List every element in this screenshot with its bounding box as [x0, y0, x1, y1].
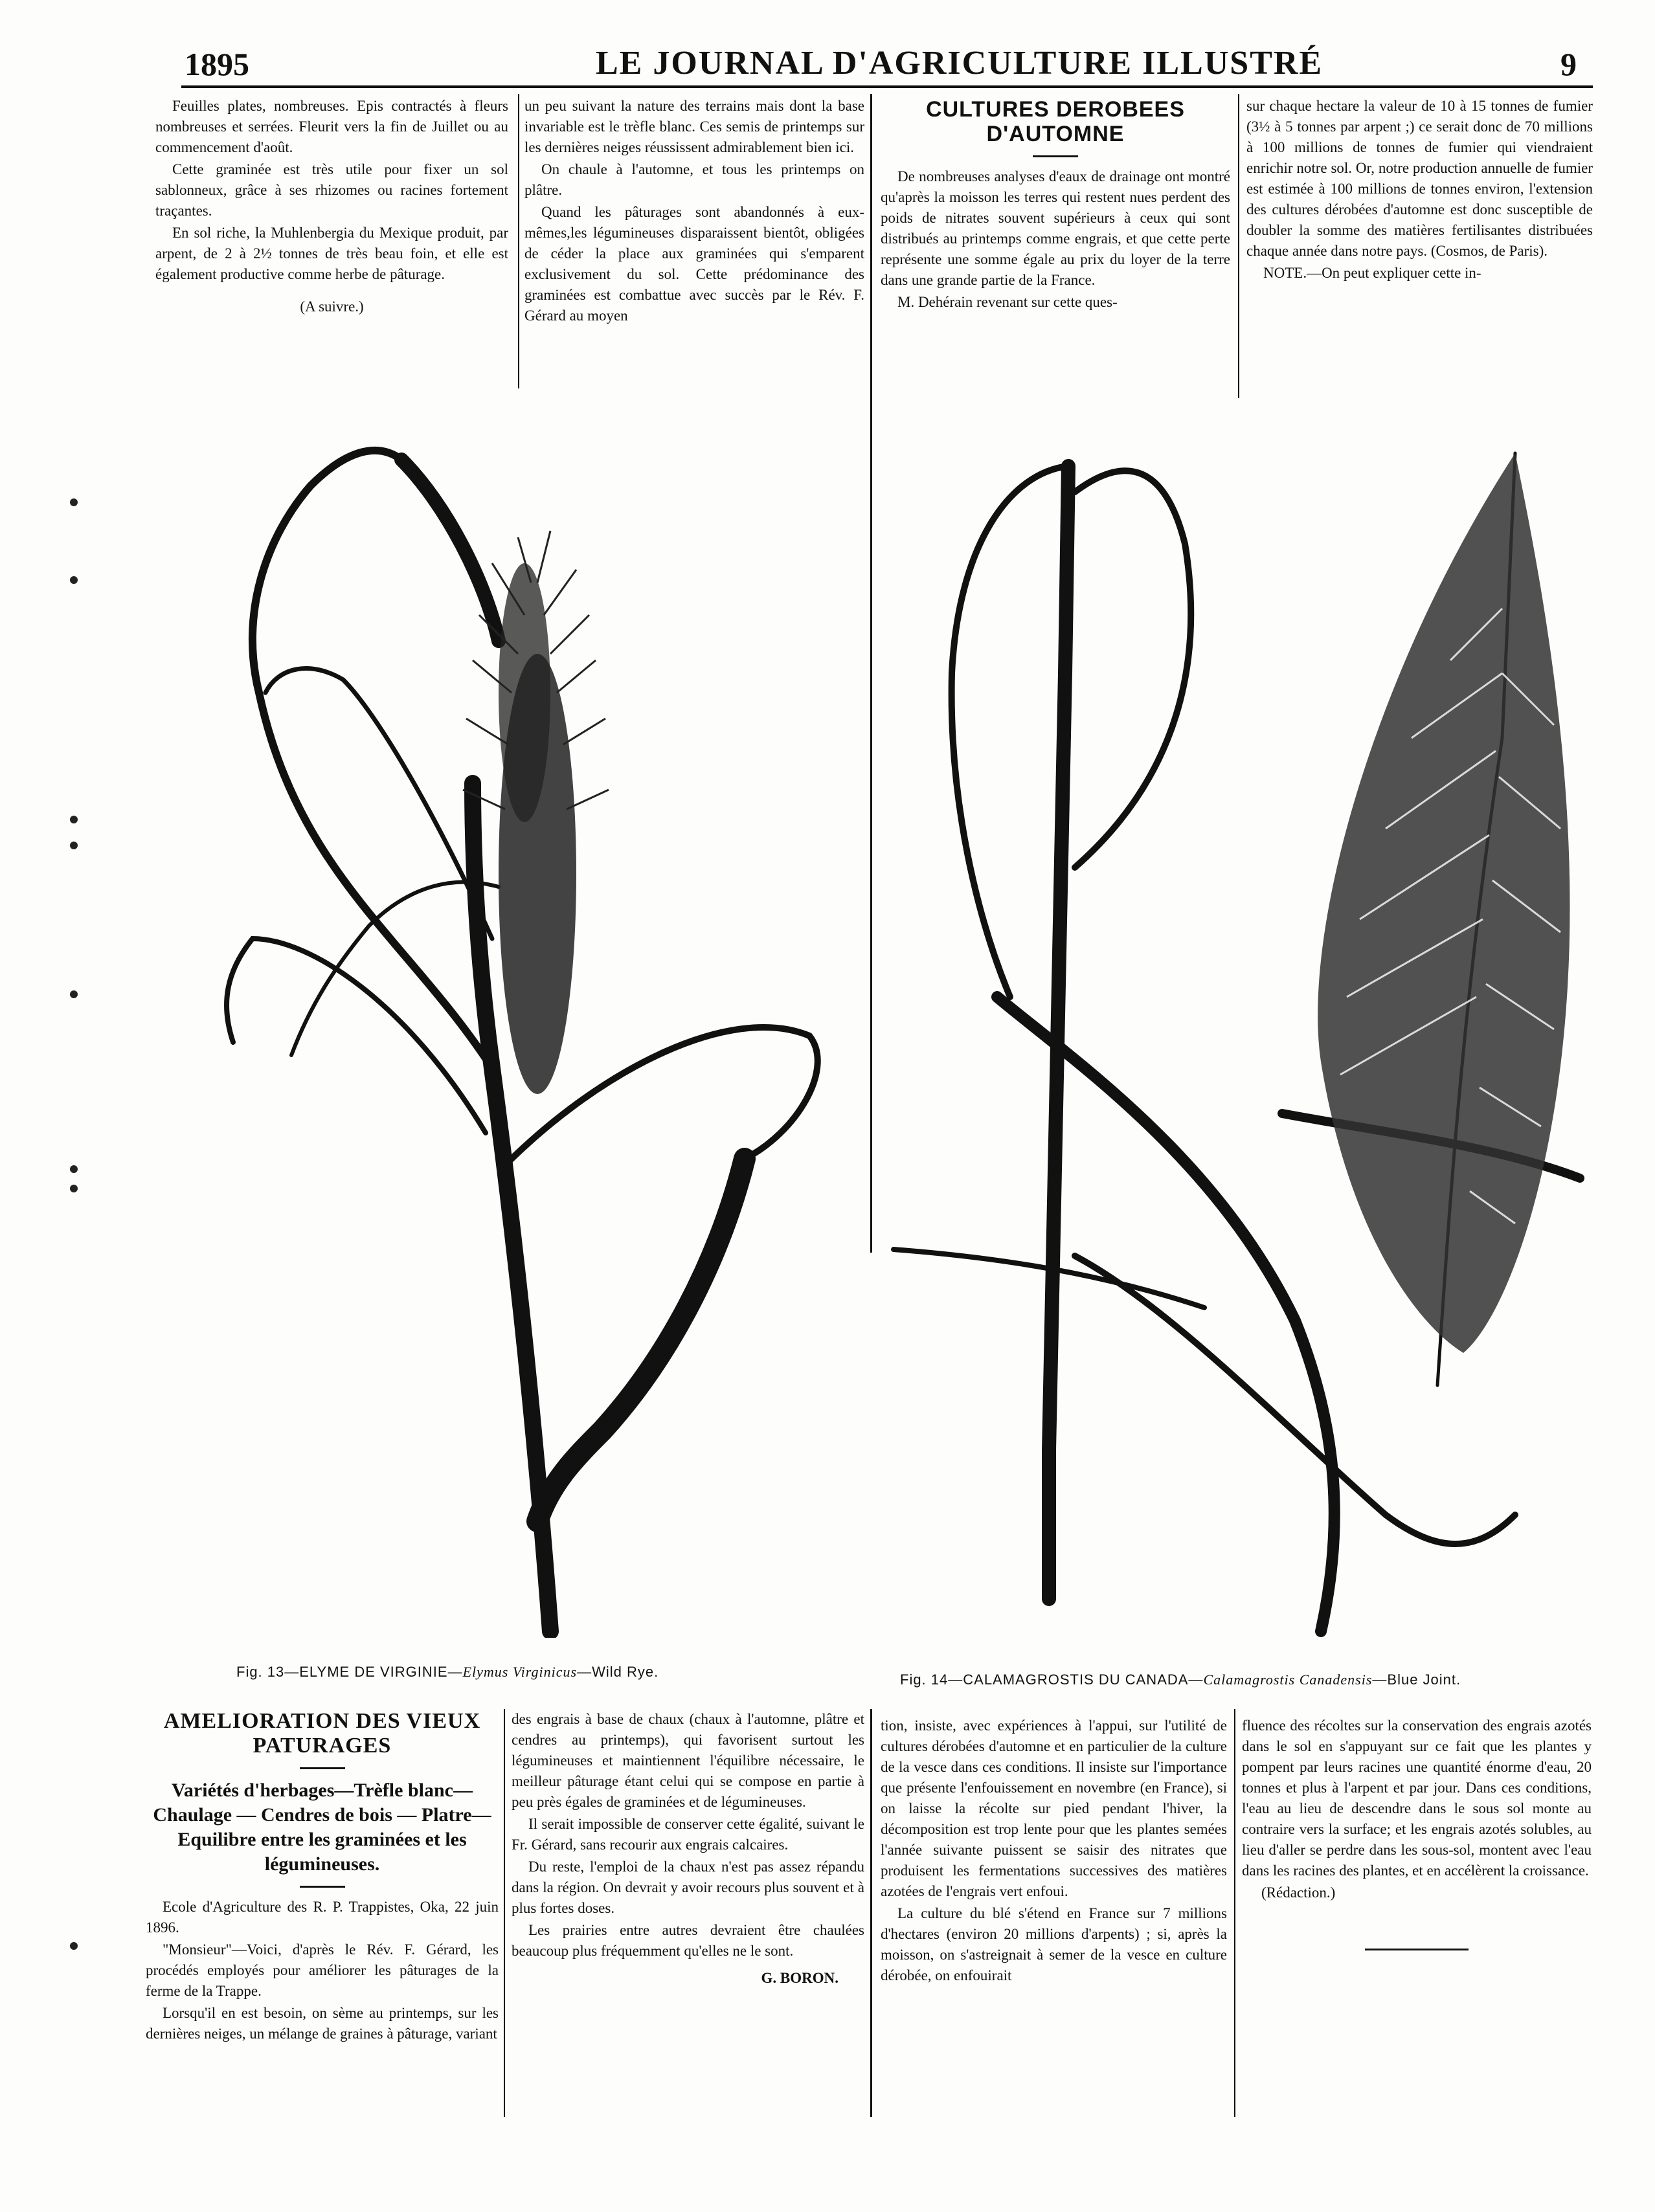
paragraph: Les prairies entre autres devraient être chaulées beaucoup plus fréquemment qu'elles ne le sont. [512, 1922, 864, 1959]
paragraph: Il serait impossible de conserver cette égalité, suivant le Fr. Gérard, sans recourir aux engrais calcaires. [512, 1816, 864, 1853]
bottom-col-divider-2 [870, 1709, 872, 2117]
caption-suffix: —Wild Rye. [577, 1664, 659, 1680]
top-column-2 [524, 96, 864, 328]
article-heading: AMELIORATION DES VIEUX PATURAGES [163, 1709, 481, 1758]
top-column-3 [881, 97, 1230, 314]
paragraph: tion, insiste, avec expériences à l'appui, sur l'utilité de cultures dérobées d'automne et en particulier de la culture de la vesce dans ces conditions. Il insiste sur l'importance que présente l'enfouissement en novembre (en France), si on laisse la récolte sur pied pendant l'hiver, la décomposition est trop lente pour que les plantes semées l'année suivante puissent se saisir des nitrates que produisent les fermentations successives des matières azotées de l'engrais vert enfoui. [881, 1717, 1227, 1899]
caption-latin-name: Elymus Virginicus [462, 1664, 578, 1680]
bottom-col-divider-3 [1234, 1709, 1235, 2117]
header-rule [181, 85, 1593, 88]
article-heading: CULTURES DEROBEES D'AUTOMNE [926, 97, 1185, 146]
margin-dot [70, 1165, 78, 1173]
caption-suffix: —Blue Joint. [1372, 1671, 1461, 1688]
top-column-4 [1246, 96, 1593, 285]
grass-leaf [952, 466, 1068, 997]
figure-13-illustration [214, 421, 861, 1638]
grass-leaf [1075, 471, 1191, 867]
paragraph: fluence des récoltes sur la conservation des engrais azotés dans le sol en s'appuyant sur ce fait que les plantes y pompent par leurs racines une quantité énorme d'eau, 20 tonnes et plus à l'arpent et par jour. Dans ces conditions, l'eau au lieu de descendre dans le sous sol monte au contraire vers la surface; et les engrais azotés solubles, au lieu d'aller se perdre dans les sous-sol, montent avec l'eau dans les racines des plantes, et en accélèrent la croissance. [1242, 1717, 1592, 1879]
paragraph: des engrais à base de chaux (chaux à l'automne, plâtre et cendres au printemps), qui favorisent surtout les légumineuses et maintiennent l'équilibre nécessaire, le meilleur pâturage étant celui qui se compose en partie à peu près égales de graminées et de légumineuses. [512, 1711, 864, 1810]
paragraph: Quand les pâturages sont abandonnés à eux-mêmes,les légumineuses disparaissent bientôt, obligées de céder la place aux graminées qui s'emparent exclusivement du sol. Cette prédominance des graminées est combattue avec succès par le Rév. F. Gérard au moyen [524, 204, 864, 324]
author-signature: G. BORON. [761, 1970, 839, 1986]
margin-dot [70, 816, 78, 823]
paragraph: sur chaque hectare la valeur de 10 à 15 tonnes de fumier (3½ à 5 tonnes par arpent ;) ce serait donc de 70 millions à 100 millions de tonnes de fumier qui viendraient enrichir notre sol. Or, notre production annuelle de fumier est estimée à 100 millions de tonnes environ, l'extension des cultures dérobées d'automne est donc susceptible de doubler la somme des matières fertilisantes distribuées chaque année dans notre pays. (Cosmos, de Paris). [1246, 98, 1593, 259]
margin-dot [70, 1185, 78, 1192]
caption-prefix: Fig. 13—ELYME DE VIRGINIE— [236, 1664, 463, 1680]
paragraph: "Monsieur"—Voici, d'après le Rév. F. Gérard, les procédés employés pour améliorer les pâturages de la ferme de la Trappe. [146, 1941, 499, 1999]
paragraph: Feuilles plates, nombreuses. Epis contractés à fleurs nombreuses et serrées. Fleurit vers la fin de Juillet ou au commencement d'août. [155, 98, 508, 155]
paragraph: Lorsqu'il en est besoin, on sème au printemps, sur les dernières neiges, un mélange de graines à pâturage, variant [146, 2005, 499, 2042]
paragraph: M. Dehérain revenant sur cette ques- [897, 294, 1118, 310]
margin-dot [70, 576, 78, 584]
grass-stem [1049, 466, 1068, 1599]
paragraph: En sol riche, la Muhlenbergia du Mexique produit, par arpent, de 2 à 2½ tonnes de très beau foin, et elle est également productive comme herbe de pâturage. [155, 225, 508, 282]
page-year: 1895 [185, 46, 249, 82]
caption-prefix: Fig. 14—CALAMAGROSTIS DU CANADA— [900, 1671, 1204, 1688]
paragraph: De nombreuses analyses d'eaux de drainage ont montré qu'après la moisson les terres qui restent nues perdent des poids de nitrates souvent supérieurs à ceux qui sont distribués au printemps comme engrais, et que cette perte représente une somme égale au prix du loyer de la terre dans une grande partie de la France. [881, 168, 1230, 288]
paragraph: La culture du blé s'étend en France sur 7 millions d'hectares (environ 20 millions d'arpents) ; si, après la moisson, on s'astreignait à semer de la vesce en culture dérobée, on enfouirait [881, 1905, 1227, 1983]
journal-title: LE JOURNAL D'AGRICULTURE ILLUSTRÉ [596, 45, 1323, 82]
bottom-col-divider-1 [504, 1709, 505, 2117]
grass-spike [499, 563, 576, 1094]
editorial-signature: (Rédaction.) [1261, 1884, 1336, 1901]
paragraph: NOTE.—On peut expliquer cette in- [1263, 265, 1481, 281]
panicle [1318, 453, 1570, 1353]
margin-dot [70, 842, 78, 849]
top-column-1 [155, 96, 508, 317]
dateline: Ecole d'Agriculture des R. P. Trappistes, Oka, 22 juin 1896. [146, 1899, 499, 1936]
figure-14-caption [900, 1671, 1461, 1688]
bottom-column-1 [146, 1709, 499, 2046]
grass-leaf [227, 939, 486, 1133]
bottom-column-4 [1242, 1715, 1592, 1950]
figure-14-illustration [881, 414, 1593, 1644]
end-rule [1365, 1949, 1469, 1950]
top-col-divider-1 [518, 94, 519, 388]
grass-leaf [537, 1159, 745, 1521]
bottom-column-3 [881, 1715, 1227, 1987]
subheading-rule [300, 1886, 345, 1888]
margin-dot [70, 1942, 78, 1950]
heading-rule [1033, 155, 1078, 157]
paragraph: Cette graminée est très utile pour fixer un sol sablonneux, grâce à ses rhizomes ou racines fortement traçantes. [155, 161, 508, 219]
paragraph: un peu suivant la nature des terrains mais dont la base invariable est le trèfle blanc. Ces semis de printemps sur les dernières neiges réussissent admirablement bien ici. [524, 98, 864, 155]
figure-13-caption [236, 1664, 659, 1681]
margin-dot [70, 990, 78, 998]
center-divider [870, 94, 872, 1253]
heading-rule [300, 1767, 345, 1769]
bottom-column-2 [512, 1709, 864, 1989]
paragraph: On chaule à l'automne, et tous les printemps on plâtre. [524, 161, 864, 198]
paragraph: Du reste, l'emploi de la chaux n'est pas assez répandu dans la région. On devrait y avoir recours plus souvent et à plus fortes doses. [512, 1859, 864, 1916]
grass-leaf [401, 460, 499, 641]
article-subheading: Variétés d'herbages—Trèfle blanc—Chaulage — Cendres de bois — Platre—Equilibre entre les graminées et les légumineuses. [153, 1780, 491, 1875]
to-be-continued: (A suivre.) [300, 298, 364, 315]
page-number: 9 [1560, 46, 1577, 82]
margin-dot [70, 498, 78, 506]
caption-latin-name: Calamagrostis Canadensis [1203, 1671, 1373, 1688]
top-col-divider-3 [1238, 94, 1239, 398]
